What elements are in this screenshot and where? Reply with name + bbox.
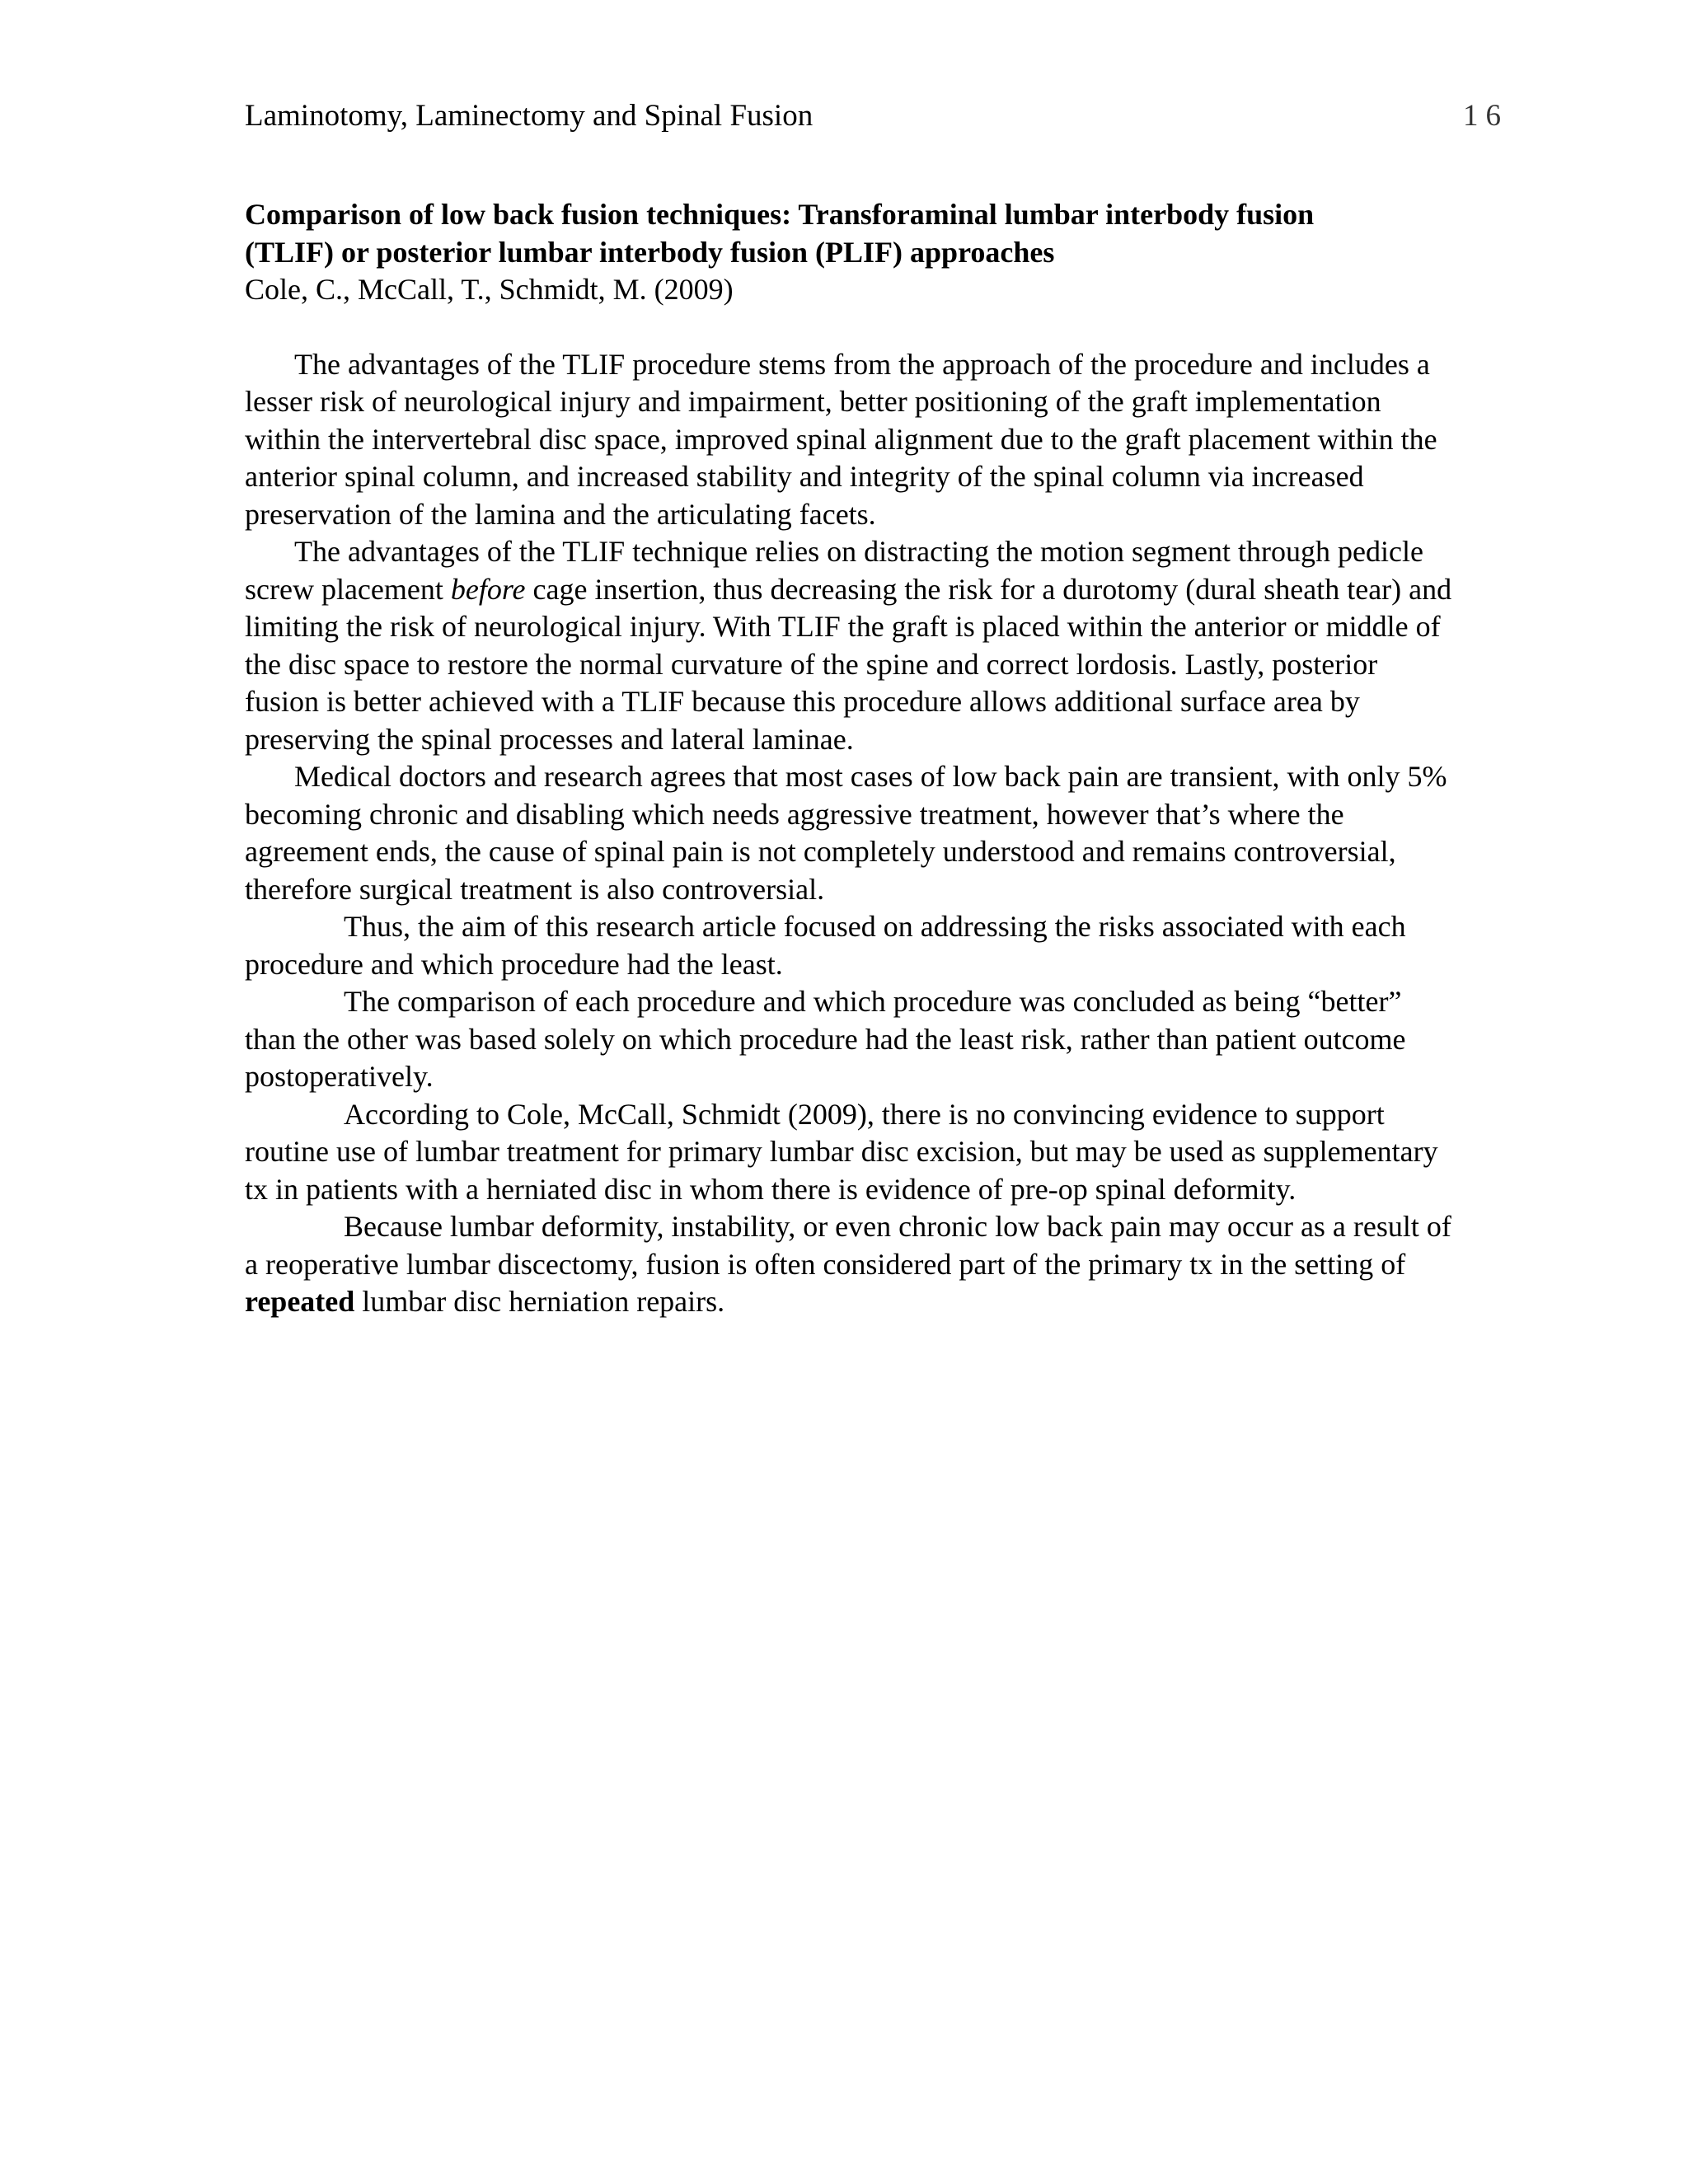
paragraph-2: [245, 533, 1456, 758]
article-body: [245, 196, 1456, 1321]
paragraph-7: [245, 1208, 1456, 1321]
paragraph-6: According to Cole, McCall, Schmidt (2009), there is no convincing evidence to support routine use of lumbar treatment for primary lumbar disc excision, but may be used as supplementary tx in patients with a herniated disc in whom there is evidence of pre-op spinal deformity.: [245, 1097, 1438, 1206]
running-title: Laminotomy, Laminectomy and Spinal Fusion: [245, 99, 814, 133]
paragraph-7-bold: repeated: [245, 1285, 355, 1318]
paragraph-5: The comparison of each procedure and which procedure was concluded as being “better” than the other was based solely on which procedure had the least risk, rather than patient outcome postoperatively.: [245, 985, 1406, 1093]
paragraph-1: The advantages of the TLIF procedure stems from the approach of the procedure and includes a lesser risk of neurological injury and impairment, better positioning of the graft implementation within the intervertebral disc space, improved spinal alignment due to the graft placement within the anterior spinal column, and increased stability and integrity of the spinal column via increased preservation of the lamina and the articulating facets.: [245, 347, 1437, 531]
paragraph-7-text-a: Because lumbar deformity, instability, or even chronic low back pain may occur as a result of a reoperative lumbar discectomy, fusion is often considered part of the primary tx in the setting of: [245, 1210, 1451, 1281]
paragraph-7-text-b: lumbar disc herniation repairs.: [354, 1285, 725, 1318]
paragraph-4: Thus, the aim of this research article focused on addressing the risks associated with each procedure and which procedure had the least.: [245, 910, 1406, 981]
paragraph-2-text-b: cage insertion, thus decreasing the risk for a durotomy (dural sheath tear) and limiting the risk of neurological injury. With TLIF the graft is placed within the anterior or middle of the disc space to restore the normal curvature of the spine and correct lordosis. Lastly, posterior fusion is better achieved with a TLIF because this procedure allows additional surface area by preserving the spinal processes and lateral laminae.: [245, 572, 1452, 756]
page-number: 16: [1463, 99, 1508, 133]
paragraph-2-italic: before: [450, 572, 526, 606]
paragraph-3: Medical doctors and research agrees that most cases of low back pain are transient, with only 5% becoming chronic and disabling which needs aggressive treatment, however that’s where the agreement ends, the cause of spinal pain is not completely understood and remains controversial, therefore surgical treatment is also controversial.: [245, 760, 1447, 906]
article-authors: Cole, C., McCall, T., Schmidt, M. (2009): [245, 273, 734, 306]
article-title: Comparison of low back fusion techniques: Transforaminal lumbar interbody fusion (TLIF) or posterior lumbar interbody fusion (PLIF) approaches: [245, 198, 1315, 269]
running-header: [245, 97, 1508, 135]
paragraph-2-text-a: The advantages of the TLIF technique relies on distracting the motion segment through pedicle screw placement: [245, 535, 1423, 606]
